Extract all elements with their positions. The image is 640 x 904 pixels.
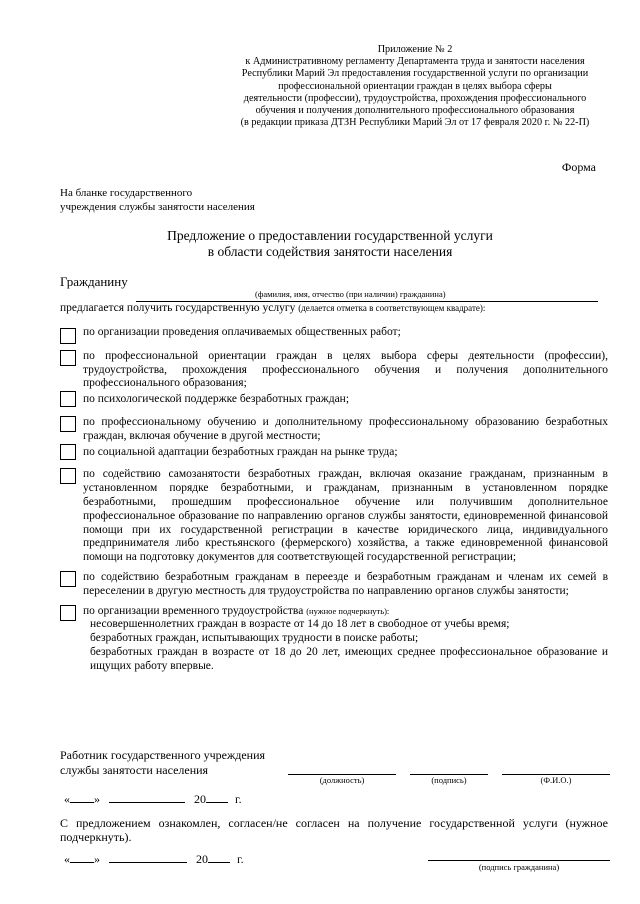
service-text: по содействию самозанятости безработных граждан, включая оказание гражданам, признанным в установленном порядке безработными, и гражданам, признанным в установленном порядке безработными, прошедшим профессиональное обучение или получившим дополнительное профессиональное образование по направлению органов службы занятости, единовременной финансовой помощи при их государственной регистрации в качестве юридического лица, индивидуального предпринимателя либо крестьянского (фермерского) хозяйства, а также единовременной финансовой помощи на подготовку документов для соответствующей государственной регистрации; <box>83 468 608 564</box>
service-option <box>60 326 608 340</box>
month-field[interactable] <box>109 850 187 863</box>
appendix-line: профессиональной ориентации граждан в целях выбора сферы <box>278 80 552 92</box>
service-list <box>60 322 608 674</box>
worker-name-field[interactable] <box>502 762 610 775</box>
citizen-date <box>64 850 244 867</box>
worker-date <box>64 790 242 807</box>
citizen-signature-hint: (подпись гражданина) <box>478 862 560 872</box>
worker-line: Работник государственного учреждения <box>60 748 266 762</box>
temp-employment-option[interactable]: безработных граждан, испытывающих трудности в поиске работы; <box>90 632 419 645</box>
service-text: по профессиональному обучению и дополнительному профессиональному образованию безработных граждан, включая обучение в другой местности; <box>83 415 608 442</box>
date-open-quote: « <box>64 792 70 806</box>
year-prefix: 20 <box>196 852 208 866</box>
underline-hint: (нужное подчеркнуть): <box>306 605 390 616</box>
appendix-line: деятельности (профессии), трудоустройства, прохождения профессионального <box>243 92 587 104</box>
date-close-quote: » <box>94 852 100 866</box>
service-checkbox[interactable] <box>60 571 76 587</box>
service-text: по профессиональной ориентации граждан в целях выбора сферы деятельности (профессии), трудоустройства, прохождения профессионального обучения и получения дополнительного профессионального образования; <box>83 349 608 390</box>
offer-hint: (делается отметка в соответствующем квадрате): <box>298 303 486 313</box>
day-field[interactable] <box>70 790 94 803</box>
citizen-label: Гражданину <box>60 274 128 289</box>
service-checkbox[interactable] <box>60 391 76 407</box>
temp-employment-option[interactable]: безработных граждан в возрасте от 18 до 20 лет, имеющих среднее профессиональное образование и ищущих работу впервые. <box>90 645 608 672</box>
citizen-hint: (фамилия, имя, отчество (при наличии) гражданина) <box>255 289 446 299</box>
service-checkbox[interactable] <box>60 468 76 484</box>
month-field[interactable] <box>109 790 185 803</box>
citizen-signature-field[interactable] <box>428 848 610 861</box>
worker-line: службы занятости населения <box>60 763 209 777</box>
position-hint: (должность) <box>319 775 365 785</box>
temp-employment-option[interactable]: несовершеннолетних граждан в возрасте от 14 до 18 лет в свободное от учебы время; <box>90 618 510 631</box>
worker-label <box>60 748 265 778</box>
service-option <box>60 416 608 444</box>
worker-signature-field[interactable] <box>410 762 488 775</box>
service-option <box>60 605 608 674</box>
service-option <box>60 468 608 565</box>
service-checkbox[interactable] <box>60 444 76 460</box>
date-open-quote: « <box>64 852 70 866</box>
acknowledgement-text: С предложением ознакомлен, согласен/не согласен на получение государственной услуги (нужное подчеркнуть). <box>60 816 608 844</box>
form-label: Форма <box>561 160 596 174</box>
year-field[interactable] <box>208 850 230 863</box>
name-hint: (Ф.И.О.) <box>540 775 572 785</box>
offer-text <box>60 302 485 314</box>
letterhead-line: учреждения службы занятости населения <box>60 201 255 213</box>
year-suffix: г. <box>237 852 244 866</box>
title-line: в области содействия занятости населения <box>207 244 453 259</box>
service-checkbox[interactable] <box>60 350 76 366</box>
title-line: Предложение о предоставлении государственной услуги <box>167 228 493 243</box>
service-option <box>60 393 608 407</box>
letterhead-line: На бланке государственного <box>60 187 193 199</box>
offer-main: предлагается получить государственную услугу <box>60 302 296 314</box>
appendix-line: обучения и получения дополнительного профессионального образования <box>255 105 575 117</box>
document-title <box>60 228 600 260</box>
service-option <box>60 350 608 391</box>
service-text: по содействию безработным гражданам в переезде и безработным гражданам и членам их семей в переселении в другую местность для трудоустройства по направлению органов службы занятости; <box>83 570 608 597</box>
service-option <box>60 571 608 599</box>
service-text: по психологической поддержке безработных граждан; <box>83 393 350 406</box>
day-field[interactable] <box>70 850 94 863</box>
service-text: по организации временного трудоустройства <box>83 604 304 617</box>
service-option <box>60 446 608 460</box>
service-checkbox[interactable] <box>60 328 76 344</box>
service-checkbox[interactable] <box>60 416 76 432</box>
appendix-line: к Административному регламенту Департамента труда и занятости населения <box>245 56 585 68</box>
date-close-quote: » <box>94 792 100 806</box>
letterhead-note <box>60 186 255 214</box>
appendix-line: Республики Марий Эл предоставления государственной услуги по организации <box>241 68 589 80</box>
appendix-line: Приложение № 2 <box>377 44 453 55</box>
year-prefix: 20 <box>194 792 206 806</box>
service-text: по организации проведения оплачиваемых общественных работ; <box>83 326 401 338</box>
service-checkbox[interactable] <box>60 605 76 621</box>
year-field[interactable] <box>206 790 228 803</box>
position-field[interactable] <box>288 762 396 775</box>
appendix-line: (в редакции приказа ДТЗН Республики Марий Эл от 17 февраля 2020 г. № 22-П) <box>240 117 590 129</box>
appendix-header <box>200 44 630 129</box>
year-suffix: г. <box>235 792 242 806</box>
service-text: по социальной адаптации безработных граждан на рынке труда; <box>83 445 398 458</box>
signature-hint: (подпись) <box>431 775 467 785</box>
